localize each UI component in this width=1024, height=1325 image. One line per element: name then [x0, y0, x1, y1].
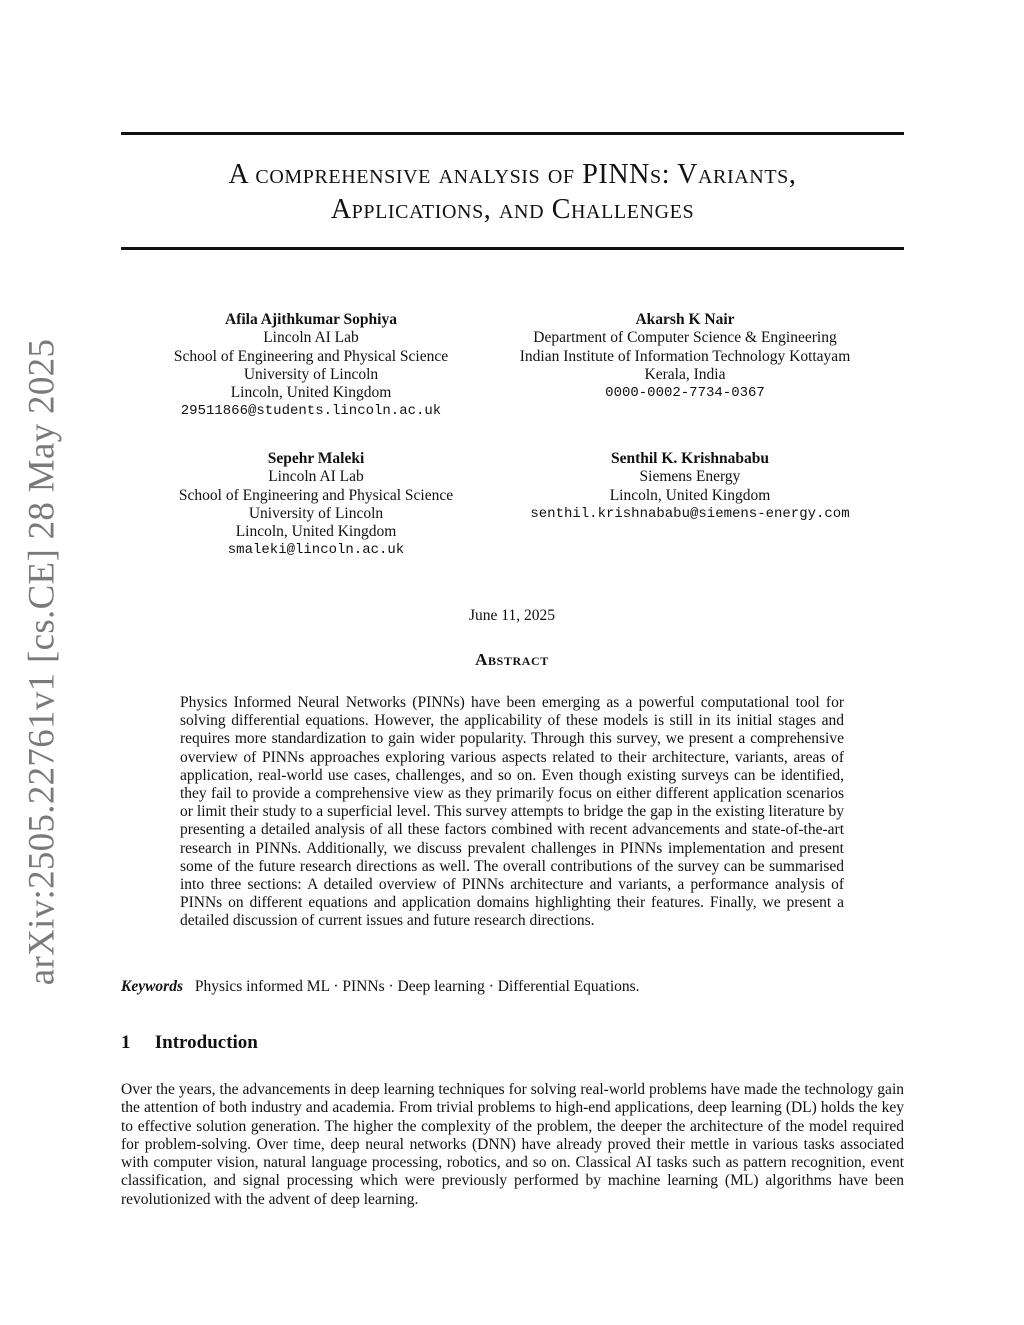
author-affiliation-line: University of Lincoln	[248, 504, 384, 522]
author-block-4	[490, 450, 890, 523]
author-block-2	[485, 311, 885, 402]
arxiv-identifier-stamp: arXiv:2505.22761v1 [cs.CE] 28 May 2025	[21, 338, 63, 986]
author-affiliation-line: Siemens Energy	[639, 468, 741, 486]
author-name: Akarsh K Nair	[635, 311, 735, 328]
author-affiliation-line: Kerala, India	[644, 365, 726, 383]
author-affiliation-line: School of Engineering and Physical Science	[173, 347, 449, 365]
author-email[interactable]: 29511866@students.lincoln.ac.uk	[180, 403, 442, 420]
author-affiliation-line: Lincoln, United Kingdom	[230, 384, 392, 402]
author-name: Sepehr Maleki	[267, 450, 365, 467]
keywords-label: Keywords	[121, 978, 183, 995]
author-block-1	[151, 311, 471, 421]
author-affiliation-line: Lincoln, United Kingdom	[235, 523, 397, 541]
author-block-3	[156, 450, 476, 560]
title-bottom-rule	[121, 247, 904, 250]
abstract-text: Physics Informed Neural Networks (PINNs) have been emerging as a powerful computational tool for solving differential equations. However, the applicability of these models is still in its initial stages and requires more standardization to gain wider popularity. Through this survey, we present a comprehensive overview of PINNs approaches exploring various aspects related to their architecture, variants, areas of application, real-world use cases, challenges, and so on. Even though existing surveys can be identified, they fail to provide a comprehensive view as they primarily focus on either different application scenarios or limit their study to a superficial level. This survey attempts to bridge the gap in the existing literature by presenting a detailed analysis of all these factors combined with recent advancements and state-of-the-art research in PINNs. Additionally, we discuss prevalent challenges in PINNs implementation and present some of the future research directions as well. The overall contributions of the survey can be summarised into three sections: A detailed overview of PINNs architecture and variants, a performance analysis of PINNs on different equations and application domains highlighting their features. Finally, we present a detailed discussion of current issues and future research directions.	[180, 694, 844, 930]
author-name: Afila Ajithkumar Sophiya	[225, 311, 397, 328]
paper-title	[121, 157, 904, 227]
section-heading-introduction	[121, 1032, 258, 1054]
author-affiliation-line: Indian Institute of Information Technology Kottayam	[519, 347, 851, 365]
keywords-text: Physics informed ML · PINNs · Deep learning · Differential Equations.	[194, 978, 640, 995]
paper-title-line-1: A comprehensive analysis of PINNs: Variants,	[228, 159, 797, 190]
author-email[interactable]: smaleki@lincoln.ac.uk	[227, 542, 405, 559]
author-affiliation-line: School of Engineering and Physical Science	[178, 486, 454, 504]
section-number: 1	[121, 1032, 131, 1053]
author-affiliation-line: University of Lincoln	[243, 365, 379, 383]
author-name: Senthil K. Krishnababu	[610, 450, 770, 467]
section-title: Introduction	[154, 1032, 258, 1053]
author-orcid[interactable]: 0000-0002-7734-0367	[605, 385, 765, 402]
author-email[interactable]: senthil.krishnababu@siemens-energy.com	[530, 505, 850, 522]
introduction-paragraph: Over the years, the advancements in deep learning techniques for solving real-world problems have made the technology gain the attention of both industry and academia. From trivial problems to high-end applications, deep learning (DL) holds the key to effective solution generation. The higher the complexity of the problem, the deeper the architecture of the model required for problem-solving. Over time, deep neural networks (DNN) have already proved their mettle in various tasks associated with computer vision, natural language processing, robotics, and so on. Classical AI tasks such as pattern recognition, event classification, and signal processing which were previously performed by machine learning (ML) algorithms have been revolutionized with the advent of deep learning.	[121, 1081, 904, 1208]
author-affiliation-line: Department of Computer Science & Engineering	[533, 329, 837, 347]
paper-title-line-2: Applications, and Challenges	[330, 194, 695, 225]
author-affiliation-line: Lincoln AI Lab	[263, 329, 359, 347]
paper-date: June 11, 2025	[469, 607, 555, 624]
author-affiliation-line: Lincoln AI Lab	[268, 468, 364, 486]
abstract-heading: Abstract	[475, 650, 549, 669]
keywords-line	[121, 978, 640, 996]
title-top-rule	[121, 132, 904, 135]
author-affiliation-line: Lincoln, United Kingdom	[609, 486, 771, 504]
